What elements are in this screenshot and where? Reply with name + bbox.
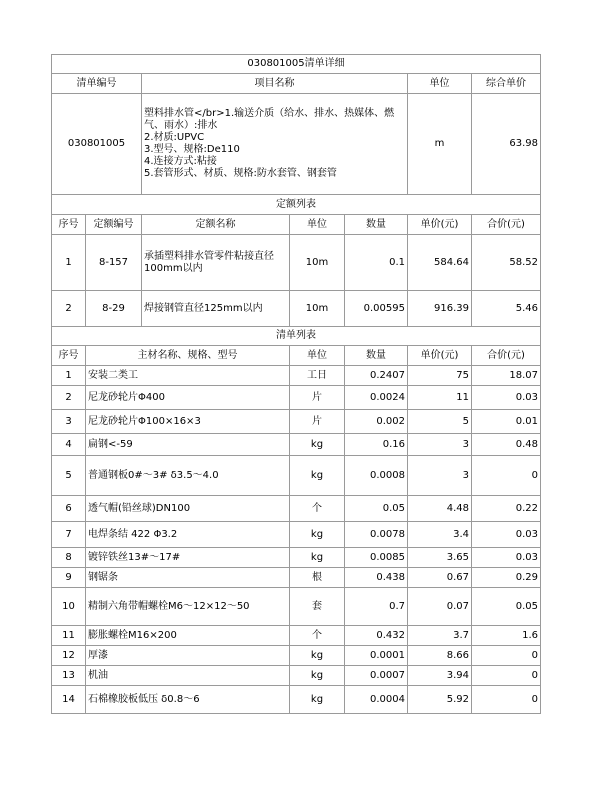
material-header-qty: 数量 — [345, 346, 408, 366]
material-unit: kg — [290, 522, 345, 548]
material-price: 3.4 — [408, 522, 472, 548]
quota-total: 5.46 — [472, 291, 541, 327]
material-header-name: 主材名称、规格、型号 — [86, 346, 290, 366]
quota-header-row — [52, 215, 541, 235]
item-code: 030801005 — [52, 94, 142, 195]
material-price: 3.65 — [408, 548, 472, 568]
material-header-row — [52, 346, 541, 366]
material-total: 0.48 — [472, 434, 541, 456]
material-row — [52, 626, 541, 646]
material-unit: kg — [290, 666, 345, 686]
material-unit: 片 — [290, 410, 345, 434]
material-qty: 0.2407 — [345, 366, 408, 386]
material-name: 电焊条结 422 Φ3.2 — [86, 522, 290, 548]
material-price: 75 — [408, 366, 472, 386]
material-row — [52, 646, 541, 666]
quota-unit: 10m — [290, 291, 345, 327]
quota-price: 584.64 — [408, 235, 472, 291]
item-description: 塑料排水管</br>1.输送介质（给水、排水、热媒体、燃气、雨水）:排水 2.材质:UPVC 3.型号、规格:De110 4.连接方式:粘接 5.套管形式、材质、规格:防水套管、钢套管 — [142, 94, 408, 195]
material-price: 3.94 — [408, 666, 472, 686]
material-total: 0.03 — [472, 522, 541, 548]
material-seq: 1 — [52, 366, 86, 386]
material-price: 0.07 — [408, 588, 472, 626]
quota-header-unit: 单位 — [290, 215, 345, 235]
quota-header-name: 定额名称 — [142, 215, 290, 235]
material-section-row — [52, 327, 541, 346]
material-section-title: 清单列表 — [52, 327, 541, 346]
material-unit: 片 — [290, 386, 345, 410]
material-name: 尼龙砂轮片Φ400 — [86, 386, 290, 410]
material-seq: 12 — [52, 646, 86, 666]
material-total: 0.03 — [472, 386, 541, 410]
quota-header-total: 合价(元) — [472, 215, 541, 235]
material-total: 0.22 — [472, 496, 541, 522]
quota-header-seq: 序号 — [52, 215, 86, 235]
material-unit: 套 — [290, 588, 345, 626]
material-row — [52, 434, 541, 456]
material-row — [52, 588, 541, 626]
material-row — [52, 410, 541, 434]
material-row — [52, 666, 541, 686]
material-seq: 10 — [52, 588, 86, 626]
material-price: 4.48 — [408, 496, 472, 522]
header-row — [52, 74, 541, 94]
material-name: 膨胀螺栓M16×200 — [86, 626, 290, 646]
material-price: 8.66 — [408, 646, 472, 666]
table-title: 030801005清单详细 — [52, 55, 541, 74]
material-header-unit: 单位 — [290, 346, 345, 366]
material-header-price: 单价(元) — [408, 346, 472, 366]
material-price: 11 — [408, 386, 472, 410]
quota-code: 8-157 — [86, 235, 142, 291]
material-unit: 个 — [290, 496, 345, 522]
material-row — [52, 366, 541, 386]
material-price: 3.7 — [408, 626, 472, 646]
material-row — [52, 548, 541, 568]
quota-code: 8-29 — [86, 291, 142, 327]
material-qty: 0.432 — [345, 626, 408, 646]
material-row — [52, 386, 541, 410]
material-total: 18.07 — [472, 366, 541, 386]
quota-section-row — [52, 195, 541, 215]
quota-seq: 2 — [52, 291, 86, 327]
quota-seq: 1 — [52, 235, 86, 291]
material-name: 机油 — [86, 666, 290, 686]
material-seq: 5 — [52, 456, 86, 496]
material-qty: 0.7 — [345, 588, 408, 626]
material-qty: 0.0004 — [345, 686, 408, 714]
quota-qty: 0.00595 — [345, 291, 408, 327]
material-unit: 工日 — [290, 366, 345, 386]
quota-qty: 0.1 — [345, 235, 408, 291]
material-row — [52, 496, 541, 522]
material-total: 0.03 — [472, 548, 541, 568]
material-total: 0 — [472, 646, 541, 666]
material-unit: 根 — [290, 568, 345, 588]
material-qty: 0.0007 — [345, 666, 408, 686]
material-qty: 0.0024 — [345, 386, 408, 410]
material-price: 3 — [408, 434, 472, 456]
material-name: 镀锌铁丝13#～17# — [86, 548, 290, 568]
quota-name: 承插塑料排水管零件粘接直径100mm以内 — [142, 235, 290, 291]
material-header-total: 合价(元) — [472, 346, 541, 366]
header-name: 项目名称 — [142, 74, 408, 94]
item-unit: m — [408, 94, 472, 195]
material-seq: 9 — [52, 568, 86, 588]
material-name: 普通钢板0#～3# δ3.5～4.0 — [86, 456, 290, 496]
material-total: 1.6 — [472, 626, 541, 646]
material-name: 厚漆 — [86, 646, 290, 666]
material-total: 0 — [472, 456, 541, 496]
quota-section-title: 定额列表 — [52, 195, 541, 215]
quota-total: 58.52 — [472, 235, 541, 291]
material-seq: 3 — [52, 410, 86, 434]
material-row — [52, 522, 541, 548]
material-total: 0 — [472, 686, 541, 714]
material-total: 0.05 — [472, 588, 541, 626]
material-header-seq: 序号 — [52, 346, 86, 366]
material-seq: 4 — [52, 434, 86, 456]
material-total: 0.01 — [472, 410, 541, 434]
material-name: 精制六角带帽螺栓M6～12×12～50 — [86, 588, 290, 626]
material-unit: kg — [290, 646, 345, 666]
material-qty: 0.0078 — [345, 522, 408, 548]
material-row — [52, 686, 541, 714]
material-row — [52, 568, 541, 588]
material-qty: 0.05 — [345, 496, 408, 522]
material-price: 5.92 — [408, 686, 472, 714]
material-price: 5 — [408, 410, 472, 434]
material-name: 钢锯条 — [86, 568, 290, 588]
material-seq: 2 — [52, 386, 86, 410]
material-name: 透气帽(铅丝球)DN100 — [86, 496, 290, 522]
material-unit: kg — [290, 434, 345, 456]
material-seq: 7 — [52, 522, 86, 548]
header-price: 综合单价 — [472, 74, 541, 94]
material-name: 尼龙砂轮片Φ100×16×3 — [86, 410, 290, 434]
material-seq: 8 — [52, 548, 86, 568]
material-seq: 11 — [52, 626, 86, 646]
material-name: 扁钢<-59 — [86, 434, 290, 456]
quota-price: 916.39 — [408, 291, 472, 327]
material-qty: 0.438 — [345, 568, 408, 588]
quota-row — [52, 291, 541, 327]
header-code: 清单编号 — [52, 74, 142, 94]
material-total: 0 — [472, 666, 541, 686]
quota-unit: 10m — [290, 235, 345, 291]
quota-name: 焊接钢管直径125mm以内 — [142, 291, 290, 327]
quota-header-qty: 数量 — [345, 215, 408, 235]
item-row — [52, 94, 541, 195]
material-qty: 0.0008 — [345, 456, 408, 496]
material-qty: 0.16 — [345, 434, 408, 456]
material-qty: 0.0085 — [345, 548, 408, 568]
material-price: 3 — [408, 456, 472, 496]
bill-detail-table — [51, 54, 541, 714]
item-price: 63.98 — [472, 94, 541, 195]
material-unit: 个 — [290, 626, 345, 646]
material-total: 0.29 — [472, 568, 541, 588]
material-row — [52, 456, 541, 496]
material-qty: 0.0001 — [345, 646, 408, 666]
material-name: 石棉橡胶板低压 δ0.8～6 — [86, 686, 290, 714]
quota-header-code: 定额编号 — [86, 215, 142, 235]
material-seq: 13 — [52, 666, 86, 686]
material-price: 0.67 — [408, 568, 472, 588]
material-seq: 14 — [52, 686, 86, 714]
header-unit: 单位 — [408, 74, 472, 94]
material-name: 安装二类工 — [86, 366, 290, 386]
material-qty: 0.002 — [345, 410, 408, 434]
quota-row — [52, 235, 541, 291]
material-unit: kg — [290, 686, 345, 714]
title-row — [52, 55, 541, 74]
material-unit: kg — [290, 456, 345, 496]
material-seq: 6 — [52, 496, 86, 522]
quota-header-price: 单价(元) — [408, 215, 472, 235]
material-unit: kg — [290, 548, 345, 568]
